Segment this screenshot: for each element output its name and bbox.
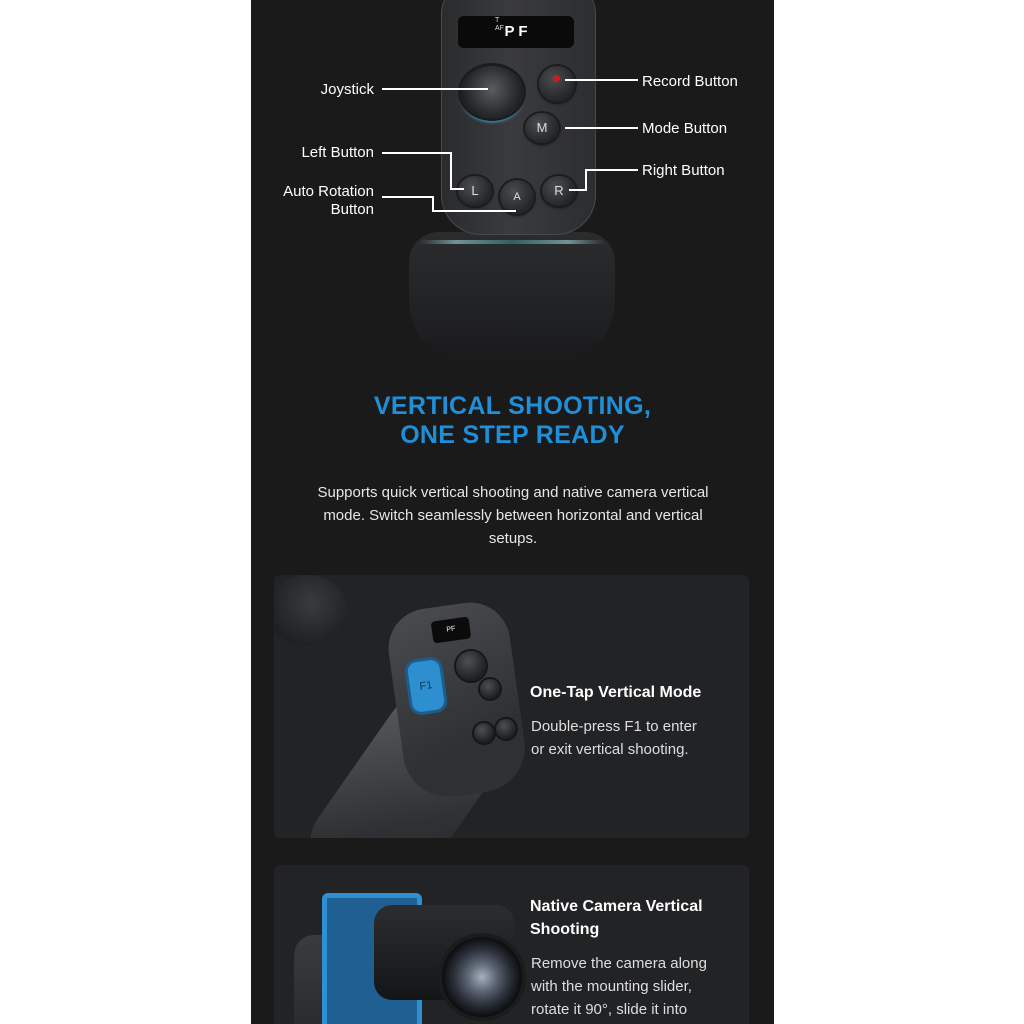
mode-button: M [525,113,559,143]
card-text: Remove the camera along with the mounting slider, rotate it 90°, slide it into [531,955,707,1018]
left-leader-line-v [450,152,452,190]
right-leader-line-h [585,169,638,171]
product-page [251,0,774,1024]
screen-mode-text: P F [504,23,528,40]
record-dot-icon [553,75,560,82]
left-leader-line-end [450,188,464,190]
mode-button-label: Mode Button [642,120,728,137]
feature-card-native-vertical [274,865,749,1024]
right-leader-line-v [585,169,587,191]
joystick-label: Joystick [320,81,374,98]
handle-joystick [456,651,486,681]
screen-status-icons: T AF [495,17,504,32]
handle-button [480,679,500,699]
record-button-label: Record Button [642,73,738,90]
right-button: R [542,176,576,206]
joystick-leader-line [382,88,488,90]
joystick [461,66,523,118]
right-leader-line-end [569,189,587,191]
left-button-label: Left Button [301,144,374,161]
section-headline: VERTICAL SHOOTING, ONE STEP READY [373,392,652,449]
handle-button-lower-right [496,719,516,739]
feature-card-one-tap-vertical [274,575,749,838]
auto-rotation-icon: A [513,191,521,203]
right-button-label: Right Button [642,162,725,179]
left-button: L [458,176,492,206]
mode-leader-line [565,127,638,129]
handle-button-lower [474,723,494,743]
auto-rotation-label: Auto Rotation Button [283,183,374,218]
record-button [539,66,575,102]
grip-rim-light [419,240,605,244]
f1-button: F1 [407,659,446,713]
auto-rotation-leader-end [432,210,516,212]
auto-rotation-leader-h [382,196,434,198]
gimbal-grip-illustration [409,232,615,362]
card-title: One-Tap Vertical Mode [530,684,702,701]
card-title: Native Camera Vertical Shooting [530,898,703,938]
gimbal-wheel-illustration [274,575,348,645]
camera-lens-illustration [442,937,522,1017]
left-leader-line-h [382,152,452,154]
section-description: Supports quick vertical shooting and native camera vertical mode. Switch seamlessly between horizontal and vertical setups. [317,484,709,547]
card-text: Double-press F1 to enter or exit vertical shooting. [531,718,697,758]
auto-rotation-button [500,180,534,214]
handle-screen: PF [431,616,472,643]
record-leader-line [565,79,638,81]
